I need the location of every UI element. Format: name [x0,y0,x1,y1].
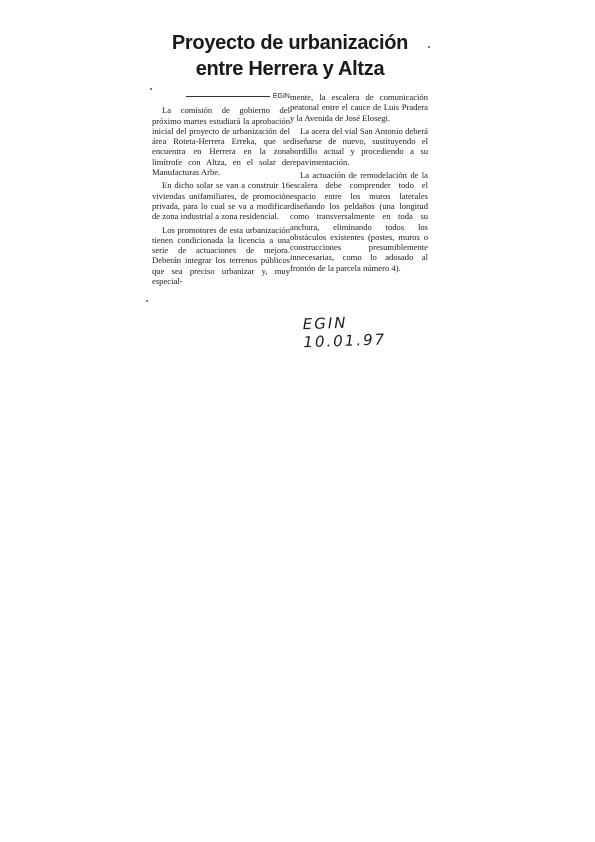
newspaper-clipping [140,30,440,350]
left-paragraph-1: La comisión de gobierno del próximo martes estudiará la aprobación inicial del proyecto de urbanización del área Roteta-Herrera Erreka, que se encuentra en Herrera en la zona limítrofe con Altza, en el solar de Manufacturas Arbe. [152,105,290,178]
byline-source: EGIN [272,93,290,100]
article-column-right [290,92,428,276]
left-paragraph-2: En dicho solar se van a construir 16 viviendas unifamiliares, de promoción privada, para lo cual se va a modificar de zona industrial a zona residencial. [152,180,290,222]
article-headline [140,30,440,82]
right-paragraph-3: La actuación de remodelación de la escalera debe comprender todo el espacio entre los muros laterales diseñando los peldaños (una longitud como transversalmente en toda su anchura, eliminando todos los obstáculos existentes (postes, muros o construcciones presumiblemente innecesarias, como lo adosado al frontón de la parcela número 4). [290,170,428,273]
left-paragraph-3: Los promotores de esta urbanización tienen condicionada la licencia a una serie de actuaciones de mejora. Deberán integrar los terrenos públicos que sea preciso urbanizar y, muy especial- [152,224,290,287]
byline-rule [186,96,270,97]
headline-line-1: Proyecto de urbanización [171,32,409,54]
scan-speck [150,88,152,90]
scan-speck [428,46,430,48]
article-column-left [152,92,290,289]
handwritten-date-note: EGIN 10.01.97 [302,313,387,352]
byline [152,92,290,102]
right-paragraph-1: mente, la escalera de comunicación peatonal entre el cauce de Luis Pradera y la Avenida de José Elosegi. [290,92,428,123]
scan-speck [146,300,148,302]
right-paragraph-2: La acera del vial San Antonio deberá diseñarse de nuevo, sustituyendo el bordillo actual y procediendo a su repavimentación. [290,125,428,167]
headline-line-2: entre Herrera y Altza [195,58,385,80]
